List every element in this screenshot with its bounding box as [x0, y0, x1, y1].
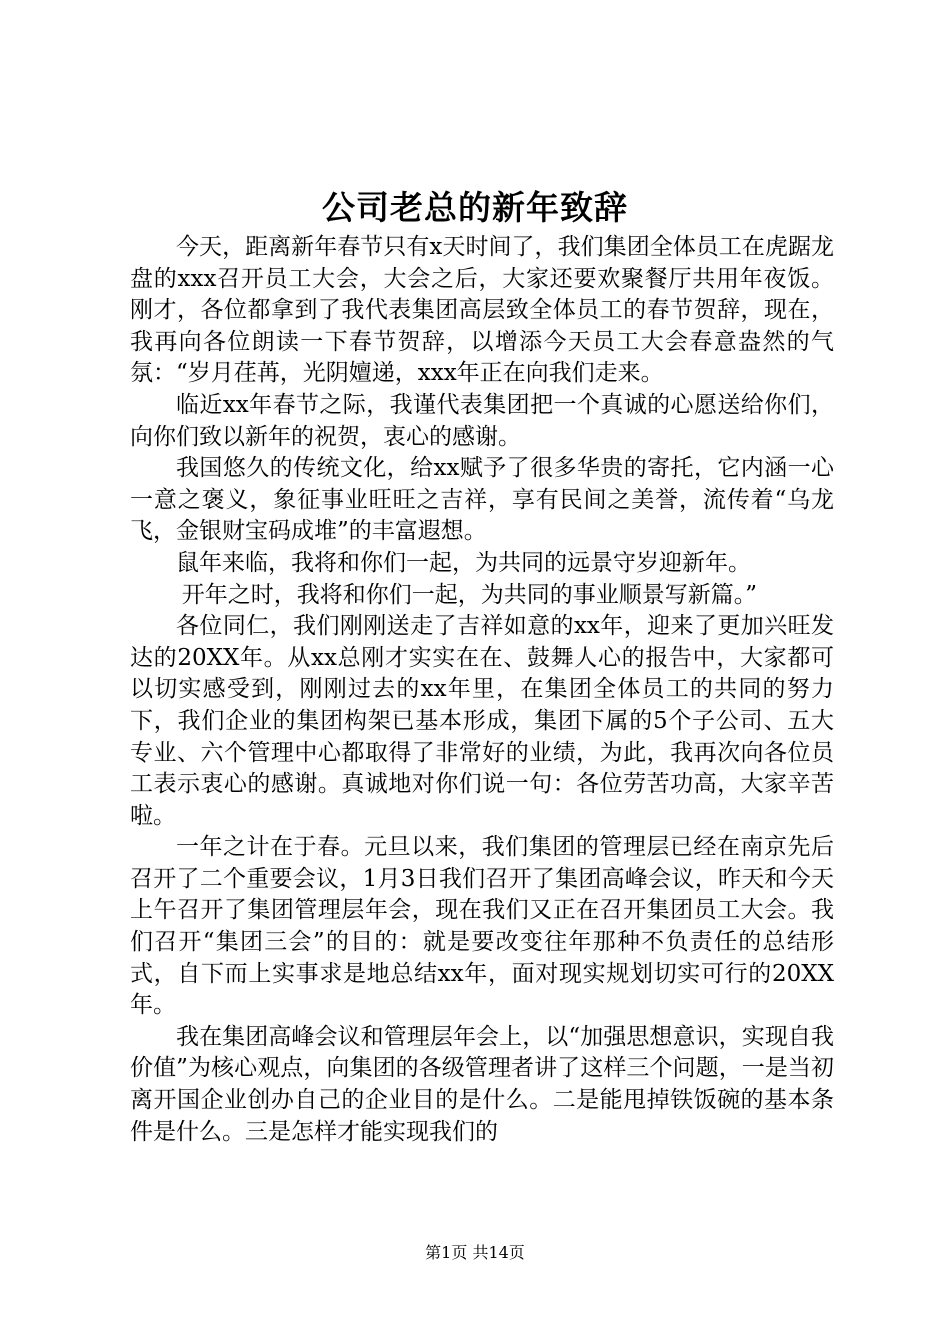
paragraph: 鼠年来临，我将和你们一起，为共同的远景守岁迎新年。: [176, 549, 751, 576]
paragraph: 我在集团高峰会议和管理层年会上，以“加强思想意识，实现自我价值”为核心观点，向集团的各级管理者讲了这样三个问题，一是当初离开国企业创办自己的企业目的是什么。二是能甩掉铁饭碗的基本条件是什么。三是怎样才能实现我们的: [130, 1023, 834, 1145]
paragraph: 各位同仁，我们刚刚送走了吉祥如意的xx年，迎来了更加兴旺发达的20XX年。从xx总刚才实实在在、鼓舞人心的报告中，大家都可以切实感受到，刚刚过去的xx年里，在集团全体员工的共同的努力下，我们企业的集团构架已基本形成，集团下属的5个子公司、五大专业、六个管理中心都取得了非常好的业绩，为此，我再次向各位员工表示衷心的感谢。真诚地对你们说一句：各位劳苦功高，大家辛苦啦。: [130, 613, 834, 829]
document-body: [130, 232, 834, 1148]
page-footer: 第1页 共14页: [425, 1243, 525, 1262]
document-title: 公司老总的新年致辞: [322, 188, 628, 227]
paragraph: 临近xx年春节之际，我谨代表集团把一个真诚的心愿送给你们，向你们致以新年的祝贺，衷心的感谢。: [130, 391, 834, 450]
paragraph: 一年之计在于春。元旦以来，我们集团的管理层已经在南京先后召开了二个重要会议，1月3日我们召开了集团高峰会议，昨天和今天上午召开了集团管理层年会，现在我们又正在召开集团员工大会。我们召开“集团三会”的目的：就是要改变往年那种不负责任的总结形式，自下而上实事求是地总结xx年，面对现实规划切实可行的20XX年。: [130, 834, 834, 1019]
paragraph: 开年之时，我将和你们一起，为共同的事业顺景写新篇。”: [181, 581, 758, 608]
paragraph: 今天，距离新年春节只有x天时间了，我们集团全体员工在虎踞龙盘的xxx召开员工大会，大会之后，大家还要欢聚餐厅共用年夜饭。刚才，各位都拿到了我代表集团高层致全体员工的春节贺辞，现在，我再向各位朗读一下春节贺辞，以增添今天员工大会春意盎然的气氛：“岁月荏苒，光阴嬗递，xxx年正在向我们走来。: [130, 234, 834, 387]
paragraph: 我国悠久的传统文化，给xx赋予了很多华贵的寄托，它内涵一心一意之褒义，象征事业旺旺之吉祥，享有民间之美誉，流传着“乌龙飞，金银财宝码成堆”的丰富遐想。: [130, 455, 834, 545]
